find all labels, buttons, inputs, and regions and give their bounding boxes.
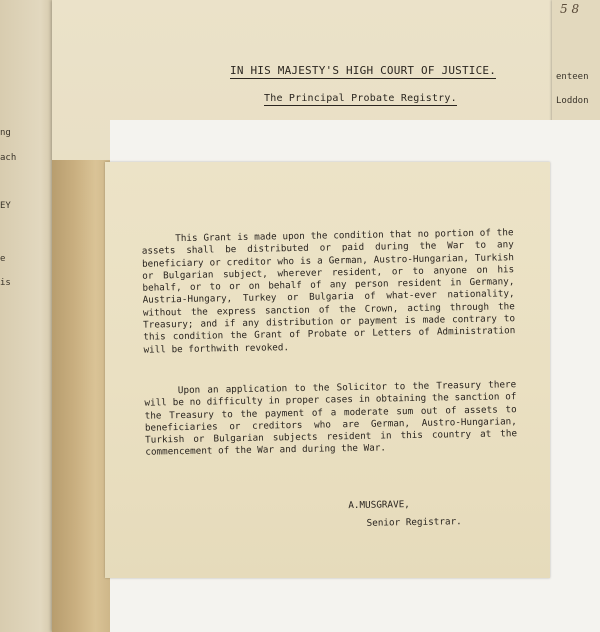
signature-title: Senior Registrar. — [366, 516, 462, 529]
signature-name: A.MUSGRAVE, — [348, 499, 410, 512]
left-fragment: EY — [0, 201, 11, 211]
right-document-edge — [552, 0, 600, 140]
left-document-edge — [0, 0, 58, 632]
left-fragment: ng — [0, 128, 11, 138]
left-fragment: e — [0, 254, 6, 264]
right-fragment: Loddon — [556, 96, 589, 106]
right-fragment: enteen — [556, 72, 589, 82]
glue-stain — [52, 160, 110, 632]
left-fragment: ach — [0, 153, 17, 163]
court-heading: IN HIS MAJESTY'S HIGH COURT OF JUSTICE. — [230, 64, 497, 77]
registry-subheading: The Principal Probate Registry. — [264, 93, 457, 104]
notice-paragraph-condition: This Grant is made upon the condition that no portion of the assets shall be distributed or paid during the War to any beneficiary or creditor who is a German, Austro-Hungarian, Turkish or Bulgarian subject, wherever resident, or to anyone on his behalf, or to or on behalf of any person resident in Germany, Austria-Hungary, Turkey or Bulgaria of what-ever nationality, without the express sanction of the Crown, acting through the Treasury; and if any distribution or payment is made contrary to this condition the Grant of Probate or Letters of Administration will be forthwith revoked. — [141, 227, 516, 356]
left-fragment: is — [0, 278, 11, 288]
handwritten-mark: 5 8 — [560, 2, 580, 16]
notice-paragraph-application: Upon an application to the Solicitor to the Treasury there will be no difficulty in proper cases in obtaining the sanction of the Treasury to the payment of a moderate sum out of assets to beneficiaries or creditors who are German, Austro-Hungarian, Turkish or Bulgarian subjects resident in this country at the commencement of the War and during the War. — [144, 379, 518, 459]
war-condition-notice — [105, 162, 550, 578]
